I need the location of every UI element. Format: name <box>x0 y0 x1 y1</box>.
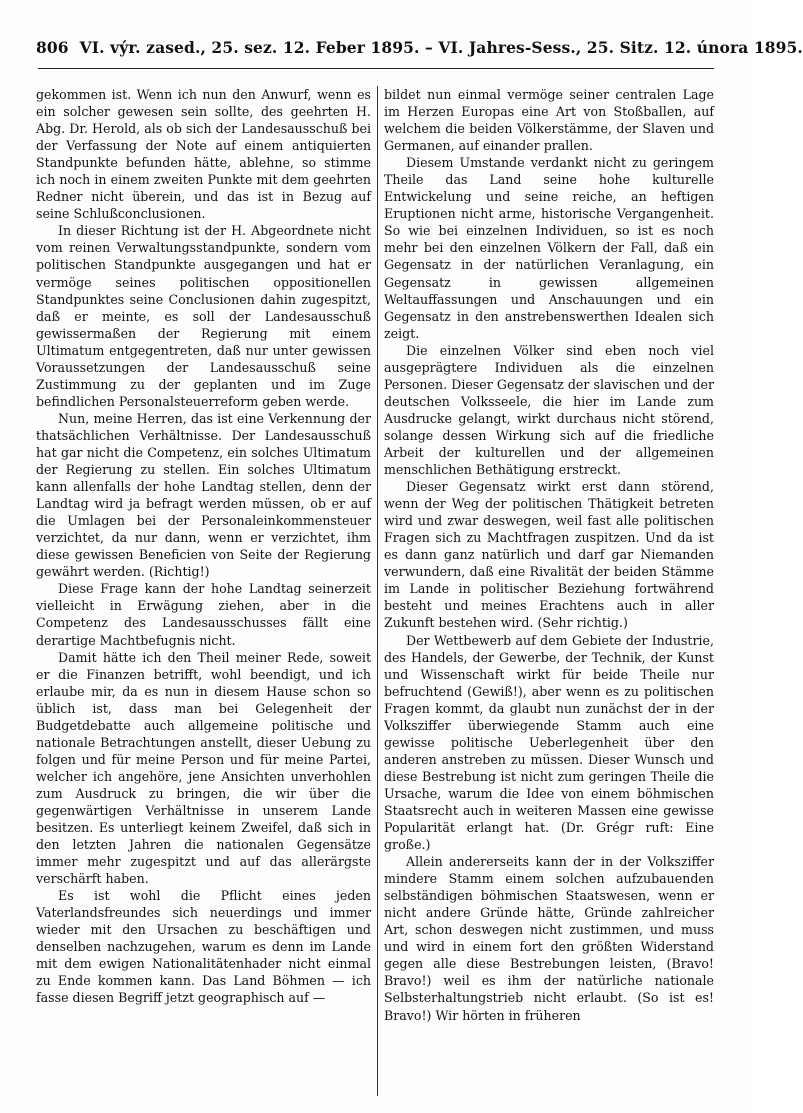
paragraph: Nun, meine Herren, das ist eine Verkennung der thatsächlichen Verhältnisse. Der Landesausschuß hat gar nicht die Competenz, ein solches Ultimatum der Regierung zu stellen. Ein solches Ultimatum kann allenfalls der hohe Landtag stellen, denn der Landtag wird ja befragt werden müssen, ob er auf die Umlagen bei der Personaleinkommensteuer verzichtet, da nur dann, wenn er verzichtet, ihm diese gewissen Beneficien von Seite der Regierung gewährt werden. (Richtig!) <box>36 410 371 580</box>
paragraph: Damit hätte ich den Theil meiner Rede, soweit er die Finanzen betrifft, wohl beendigt, und ich erlaube mir, da es nun in diesem Hause schon so üblich ist, dass man bei Gelegenheit der Budgetdebatte auch allgemeine politische und nationale Betrachtungen anstellt, dieser Uebung zu folgen und für meine Person und für meine Partei, welcher ich angehöre, jene Ansichten unverhohlen zum Ausdruck zu bringen, die wir über die gegenwärtigen Verhältnisse in unserem Lande besitzen. Es unterliegt keinem Zweifel, daß sich in den letzten Jahren die nationalen Gegensätze immer mehr zugespitzt und auf das allerärgste verschärft haben. <box>36 649 371 887</box>
header-german-session: VI. Jahres-Sess., 25. Sitz. 12. února 1895. <box>438 38 803 57</box>
page-number: 806 <box>36 38 69 57</box>
paragraph: In dieser Richtung ist der H. Abgeordnete nicht vom reinen Verwaltungsstandpunkte, sondern vom politischen Standpunkte ausgegangen und hat er vermöge seines politischen oppositionellen Standpunktes seine Conclusionen dahin zugespitzt, daß er meinte, es soll der Landesausschuß gewissermaßen der Regierung mit einem Ultimatum entgegentreten, daß nur unter gewissen Voraussetzungen der Landesausschuß seine Zustimmung zu der geplanten und im Zuge befindlichen Personalsteuerreform geben werde. <box>36 223 371 409</box>
header-rule <box>38 68 714 69</box>
paragraph: Diese Frage kann der hohe Landtag seinerzeit vielleicht in Erwägung ziehen, aber in die Competenz des Landesausschusses fällt eine derartige Machtbefugnis nicht. <box>36 581 371 648</box>
page-header <box>36 38 803 64</box>
paragraph: gekommen ist. Wenn ich nun den Anwurf, wenn es ein solcher gewesen sein sollte, des geehrten H. Abg. Dr. Herold, als ob sich der Landesausschuß bei der Verfassung der Note auf einem antiquierten Standpunkte befunden hätte, ablehne, so stimme ich noch in einem zweiten Punkte mit dem geehrten Redner nicht überein, und das ist in Bezug auf seine Schlußconclusionen. <box>36 87 371 222</box>
right-column <box>384 86 714 1024</box>
paragraph: Diesem Umstande verdankt nicht zu geringem Theile das Land seine hohe kulturelle Entwickelung und seine reiche, an heftigen Eruptionen nicht arme, historische Vergangenheit. So wie bei einzelnen Individuen, so ist es noch mehr bei den einzelnen Völkern der Fall, daß ein Gegensatz in der natürlichen Veranlagung, ein Gegensatz in gewissen allgemeinen Weltauffassungen und Anschauungen und ein Gegensatz in den anstrebenswerthen Idealen sich zeigt. <box>384 155 714 341</box>
left-column <box>36 86 371 1007</box>
paragraph: Die einzelnen Völker sind eben noch viel ausgeprägtere Individuen als die einzelnen Personen. Dieser Gegensatz der slavischen und der deutschen Volksseele, die hier im Lande zum Ausdrucke gelangt, wirkt durchaus nicht störend, solange dessen Wirkung sich auf die friedliche Arbeit der kulturellen und der allgemeinen menschlichen Bethätigung erstreckt. <box>384 342 714 478</box>
header-czech-session: VI. výr. zased., 25. sez. 12. Feber 1895. <box>79 38 420 57</box>
paragraph: Dieser Gegensatz wirkt erst dann störend, wenn der Weg der politischen Thätigkeit betreten wird und zwar deswegen, weil fast alle politischen Fragen sich zu Machtfragen zuspitzen. Und da ist es dann ganz natürlich und darf gar Niemanden verwundern, daß eine Rivalität der beiden Stämme im Lande in politischer Beziehung fortwährend besteht und meines Erachtens auch in aller Zukunft bestehen wird. (Sehr richtig.) <box>384 479 714 631</box>
paragraph: Der Wettbewerb auf dem Gebiete der Industrie, des Handels, der Gewerbe, der Technik, der Kunst und Wissenschaft wirkt für beide Theile nur befruchtend (Gewiß!), aber wenn es zu politischen Fragen kommt, da glaubt nun zunächst der in der Volksziffer überwiegende Stamm auch eine gewisse politische Ueberlegenheit über den anderen anstreben zu müssen. Dieser Wunsch und diese Bestrebung ist nicht zum geringen Theile die Ursache, warum die Idee von einem böhmischen Staatsrecht auch in weiteren Massen eine gewisse Popularität erlangt hat. (Dr. Grégr ruft: Eine große.) <box>384 632 714 853</box>
header-separator: – <box>419 38 439 57</box>
paragraph: bildet nun einmal vermöge seiner centralen Lage im Herzen Europas eine Art von Stoßballen, auf welchem die beiden Völkerstämme, der Slaven und Germanen, auf einander prallen. <box>384 87 714 154</box>
column-divider <box>377 86 378 1096</box>
paragraph: Allein andererseits kann der in der Volksziffer mindere Stamm einem solchen aufzubauenden selbständigen böhmischen Staatswesen, wenn er nicht andere Gründe hätte, Gründe zahlreicher Art, schon deswegen nicht zustimmen, und muss und wird in einem fort den größten Widerstand gegen alle diese Bestrebungen leisten, (Bravo! Bravo!) weil es ihm der natürliche nationale Selbsterhaltungstrieb nicht erlaubt. (So ist es! Bravo!) Wir hörten in früheren <box>384 854 714 1023</box>
paragraph: Es ist wohl die Pflicht eines jeden Vaterlandsfreundes sich neuerdings und immer wieder mit den Ursachen zu beschäftigen und denselben nachzugehen, warum es denn im Lande mit dem ewigen Nationalitätenhader nicht einmal zu Ende kommen kann. Das Land Böhmen — ich fasse diesen Begriff jetzt geographisch auf — <box>36 888 371 1006</box>
